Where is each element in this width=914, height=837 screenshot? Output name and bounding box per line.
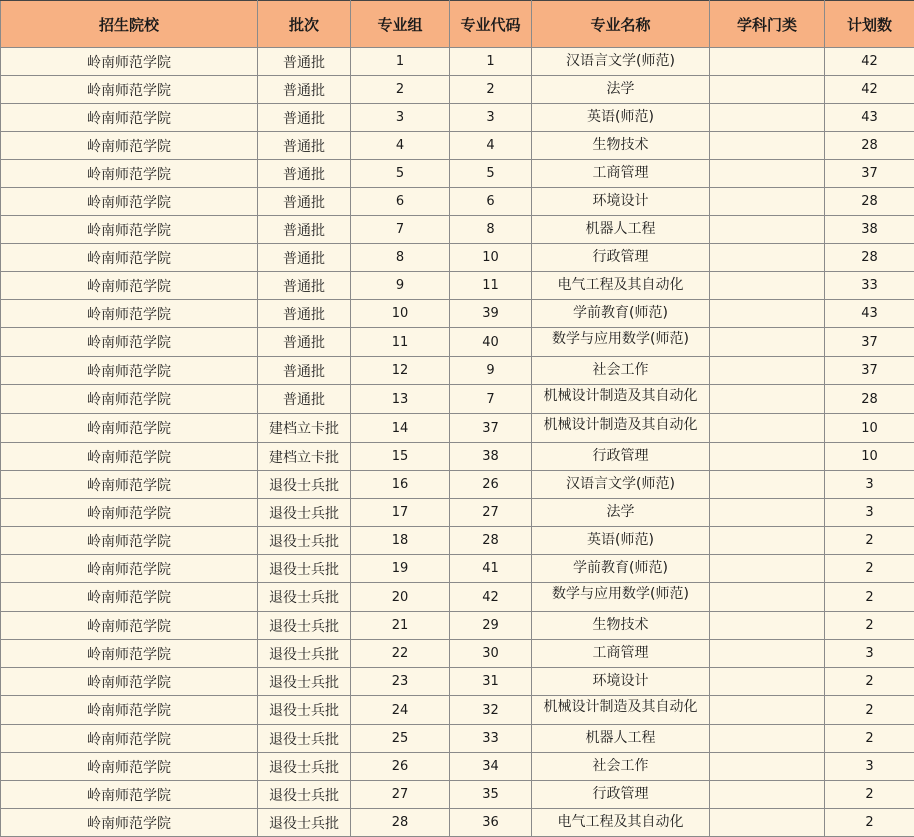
cell-major-name[interactable] (532, 76, 710, 104)
cell-major-name[interactable] (532, 414, 710, 443)
major-name-text: 机械设计制造及其自动化 (539, 696, 703, 724)
major-name-text: 环境设计 (532, 668, 709, 695)
table-row (1, 272, 914, 300)
cell-discipline[interactable] (710, 300, 825, 328)
cell-discipline[interactable] (710, 48, 825, 76)
cell-batch[interactable]: 退役士兵批 (258, 583, 351, 612)
cell-major-code[interactable]: 7 (450, 385, 532, 414)
column-header-major-group[interactable]: 专业组 (351, 1, 450, 48)
cell-batch[interactable]: 退役士兵批 (258, 753, 351, 781)
table-row (1, 809, 914, 837)
major-name-text: 机器人工程 (532, 725, 709, 752)
cell-batch[interactable]: 普通批 (258, 104, 351, 132)
cell-major-name[interactable] (532, 499, 710, 527)
cell-major-group[interactable]: 15 (351, 443, 450, 471)
cell-major-code[interactable]: 2 (450, 76, 532, 104)
cell-major-group[interactable]: 24 (351, 696, 450, 725)
cell-batch[interactable]: 退役士兵批 (258, 555, 351, 583)
cell-major-group[interactable]: 25 (351, 725, 450, 753)
cell-plan-count[interactable]: 42 (825, 76, 914, 104)
cell-major-code[interactable]: 30 (450, 640, 532, 668)
cell-batch[interactable]: 普通批 (258, 132, 351, 160)
table-row (1, 668, 914, 696)
cell-school[interactable]: 岭南师范学院 (1, 188, 258, 216)
cell-major-name[interactable] (532, 160, 710, 188)
cell-plan-count[interactable]: 2 (825, 725, 914, 753)
cell-plan-count[interactable]: 2 (825, 612, 914, 640)
table-row (1, 357, 914, 385)
cell-major-group[interactable]: 4 (351, 132, 450, 160)
cell-plan-count[interactable]: 43 (825, 104, 914, 132)
column-header-school[interactable]: 招生院校 (1, 1, 258, 48)
cell-school[interactable]: 岭南师范学院 (1, 216, 258, 244)
table-row (1, 160, 914, 188)
table-row (1, 48, 914, 76)
cell-school[interactable]: 岭南师范学院 (1, 753, 258, 781)
table-row (1, 725, 914, 753)
major-name-text: 汉语言文学(师范) (532, 471, 709, 498)
cell-major-group[interactable]: 5 (351, 160, 450, 188)
cell-major-group[interactable]: 14 (351, 414, 450, 443)
table-row (1, 612, 914, 640)
cell-plan-count[interactable]: 2 (825, 527, 914, 555)
cell-major-group[interactable]: 23 (351, 668, 450, 696)
cell-plan-count[interactable]: 28 (825, 188, 914, 216)
cell-school[interactable]: 岭南师范学院 (1, 132, 258, 160)
cell-plan-count[interactable]: 3 (825, 640, 914, 668)
column-header-major-code[interactable]: 专业代码 (450, 1, 532, 48)
cell-discipline[interactable] (710, 499, 825, 527)
cell-major-code[interactable]: 3 (450, 104, 532, 132)
cell-batch[interactable]: 普通批 (258, 244, 351, 272)
cell-major-group[interactable]: 27 (351, 781, 450, 809)
cell-school[interactable]: 岭南师范学院 (1, 781, 258, 809)
cell-batch[interactable]: 普通批 (258, 160, 351, 188)
cell-major-name[interactable] (532, 583, 710, 612)
cell-major-group[interactable]: 22 (351, 640, 450, 668)
cell-school[interactable]: 岭南师范学院 (1, 668, 258, 696)
cell-major-code[interactable]: 9 (450, 357, 532, 385)
cell-major-code[interactable]: 36 (450, 809, 532, 837)
cell-major-code[interactable]: 27 (450, 499, 532, 527)
cell-batch[interactable]: 普通批 (258, 272, 351, 300)
table-row (1, 555, 914, 583)
cell-discipline[interactable] (710, 753, 825, 781)
cell-discipline[interactable] (710, 216, 825, 244)
cell-major-group[interactable]: 7 (351, 216, 450, 244)
cell-batch[interactable]: 普通批 (258, 188, 351, 216)
table-row (1, 216, 914, 244)
cell-major-group[interactable]: 19 (351, 555, 450, 583)
major-name-text: 工商管理 (532, 640, 709, 667)
cell-school[interactable]: 岭南师范学院 (1, 160, 258, 188)
cell-school[interactable]: 岭南师范学院 (1, 48, 258, 76)
cell-discipline[interactable] (710, 696, 825, 725)
cell-plan-count[interactable]: 37 (825, 160, 914, 188)
table-row (1, 300, 914, 328)
cell-major-name[interactable] (532, 753, 710, 781)
cell-batch[interactable]: 退役士兵批 (258, 640, 351, 668)
cell-school[interactable]: 岭南师范学院 (1, 612, 258, 640)
cell-major-code[interactable]: 1 (450, 48, 532, 76)
major-name-text: 汉语言文学(师范) (532, 48, 709, 75)
cell-discipline[interactable] (710, 471, 825, 499)
cell-discipline[interactable] (710, 76, 825, 104)
cell-discipline[interactable] (710, 640, 825, 668)
column-header-plan-count[interactable]: 计划数 (825, 1, 914, 48)
cell-major-code[interactable]: 10 (450, 244, 532, 272)
table-row (1, 414, 914, 443)
cell-major-code[interactable]: 35 (450, 781, 532, 809)
cell-major-group[interactable]: 8 (351, 244, 450, 272)
cell-batch[interactable]: 退役士兵批 (258, 809, 351, 837)
major-name-text: 社会工作 (532, 753, 709, 780)
table-row (1, 781, 914, 809)
cell-discipline[interactable] (710, 357, 825, 385)
cell-plan-count[interactable]: 2 (825, 583, 914, 612)
table-row (1, 244, 914, 272)
cell-major-code[interactable]: 26 (450, 471, 532, 499)
cell-major-code[interactable]: 42 (450, 583, 532, 612)
cell-plan-count[interactable]: 43 (825, 300, 914, 328)
table-body (1, 48, 914, 837)
cell-major-code[interactable]: 37 (450, 414, 532, 443)
cell-major-group[interactable]: 6 (351, 188, 450, 216)
cell-major-group[interactable]: 11 (351, 328, 450, 357)
major-name-text: 英语(师范) (532, 104, 709, 131)
cell-major-group[interactable]: 20 (351, 583, 450, 612)
cell-plan-count[interactable]: 2 (825, 555, 914, 583)
cell-discipline[interactable] (710, 414, 825, 443)
cell-discipline[interactable] (710, 385, 825, 414)
cell-plan-count[interactable]: 28 (825, 132, 914, 160)
cell-discipline[interactable] (710, 104, 825, 132)
table-row (1, 527, 914, 555)
table-row (1, 696, 914, 725)
cell-major-name[interactable] (532, 612, 710, 640)
cell-batch[interactable]: 普通批 (258, 300, 351, 328)
cell-major-name[interactable] (532, 443, 710, 471)
major-name-text: 数学与应用数学(师范) (539, 328, 703, 356)
cell-major-code[interactable]: 5 (450, 160, 532, 188)
cell-school[interactable]: 岭南师范学院 (1, 443, 258, 471)
cell-discipline[interactable] (710, 527, 825, 555)
cell-major-group[interactable]: 10 (351, 300, 450, 328)
cell-batch[interactable]: 退役士兵批 (258, 668, 351, 696)
major-name-text: 法学 (532, 499, 709, 526)
major-name-text: 行政管理 (532, 443, 709, 470)
cell-major-group[interactable]: 12 (351, 357, 450, 385)
cell-discipline[interactable] (710, 781, 825, 809)
cell-discipline[interactable] (710, 668, 825, 696)
cell-major-group[interactable]: 9 (351, 272, 450, 300)
cell-batch[interactable]: 退役士兵批 (258, 471, 351, 499)
major-name-text: 社会工作 (532, 357, 709, 384)
cell-school[interactable]: 岭南师范学院 (1, 583, 258, 612)
cell-school[interactable]: 岭南师范学院 (1, 385, 258, 414)
cell-major-name[interactable] (532, 527, 710, 555)
cell-major-name[interactable] (532, 357, 710, 385)
cell-plan-count[interactable]: 10 (825, 414, 914, 443)
cell-discipline[interactable] (710, 132, 825, 160)
cell-plan-count[interactable]: 2 (825, 809, 914, 837)
cell-major-name[interactable] (532, 132, 710, 160)
cell-major-group[interactable]: 2 (351, 76, 450, 104)
table-row (1, 753, 914, 781)
cell-major-group[interactable]: 18 (351, 527, 450, 555)
cell-discipline[interactable] (710, 328, 825, 357)
table-row (1, 499, 914, 527)
cell-major-name[interactable] (532, 555, 710, 583)
cell-school[interactable]: 岭南师范学院 (1, 104, 258, 132)
table-row (1, 132, 914, 160)
cell-plan-count[interactable]: 10 (825, 443, 914, 471)
cell-major-code[interactable]: 34 (450, 753, 532, 781)
cell-discipline[interactable] (710, 272, 825, 300)
cell-school[interactable]: 岭南师范学院 (1, 300, 258, 328)
cell-batch[interactable]: 退役士兵批 (258, 781, 351, 809)
cell-discipline[interactable] (710, 188, 825, 216)
cell-batch[interactable]: 退役士兵批 (258, 725, 351, 753)
cell-major-code[interactable]: 39 (450, 300, 532, 328)
cell-major-name[interactable] (532, 696, 710, 725)
cell-major-name[interactable] (532, 725, 710, 753)
cell-major-name[interactable] (532, 244, 710, 272)
cell-major-code[interactable]: 11 (450, 272, 532, 300)
cell-discipline[interactable] (710, 809, 825, 837)
cell-major-code[interactable]: 6 (450, 188, 532, 216)
table-row (1, 104, 914, 132)
cell-discipline[interactable] (710, 244, 825, 272)
cell-plan-count[interactable]: 33 (825, 272, 914, 300)
cell-plan-count[interactable]: 37 (825, 328, 914, 357)
cell-school[interactable]: 岭南师范学院 (1, 414, 258, 443)
cell-plan-count[interactable]: 28 (825, 244, 914, 272)
cell-major-name[interactable] (532, 471, 710, 499)
cell-major-name[interactable] (532, 216, 710, 244)
cell-major-group[interactable]: 1 (351, 48, 450, 76)
cell-school[interactable]: 岭南师范学院 (1, 76, 258, 104)
cell-plan-count[interactable]: 3 (825, 499, 914, 527)
cell-major-name[interactable] (532, 300, 710, 328)
major-name-text: 生物技术 (532, 132, 709, 159)
table-row (1, 443, 914, 471)
cell-major-group[interactable]: 13 (351, 385, 450, 414)
cell-major-group[interactable]: 21 (351, 612, 450, 640)
column-header-major-name[interactable]: 专业名称 (532, 1, 710, 48)
cell-major-group[interactable]: 28 (351, 809, 450, 837)
cell-plan-count[interactable]: 2 (825, 696, 914, 725)
cell-batch[interactable]: 建档立卡批 (258, 414, 351, 443)
cell-major-code[interactable]: 8 (450, 216, 532, 244)
major-name-text: 生物技术 (532, 612, 709, 639)
cell-major-name[interactable] (532, 640, 710, 668)
cell-school[interactable]: 岭南师范学院 (1, 809, 258, 837)
cell-plan-count[interactable]: 2 (825, 781, 914, 809)
cell-discipline[interactable] (710, 612, 825, 640)
cell-batch[interactable]: 退役士兵批 (258, 527, 351, 555)
cell-batch[interactable]: 退役士兵批 (258, 499, 351, 527)
column-header-batch[interactable]: 批次 (258, 1, 351, 48)
cell-major-code[interactable]: 31 (450, 668, 532, 696)
cell-batch[interactable]: 建档立卡批 (258, 443, 351, 471)
table-row (1, 640, 914, 668)
cell-major-name[interactable] (532, 188, 710, 216)
cell-batch[interactable]: 退役士兵批 (258, 696, 351, 725)
cell-plan-count[interactable]: 3 (825, 471, 914, 499)
cell-school[interactable]: 岭南师范学院 (1, 527, 258, 555)
cell-discipline[interactable] (710, 725, 825, 753)
cell-major-code[interactable]: 41 (450, 555, 532, 583)
major-name-text: 环境设计 (532, 188, 709, 215)
cell-major-code[interactable]: 33 (450, 725, 532, 753)
header-row (1, 1, 914, 48)
table-row (1, 471, 914, 499)
major-name-text: 机械设计制造及其自动化 (539, 385, 703, 413)
cell-major-code[interactable]: 38 (450, 443, 532, 471)
cell-major-code[interactable]: 40 (450, 328, 532, 357)
cell-school[interactable]: 岭南师范学院 (1, 357, 258, 385)
cell-plan-count[interactable]: 37 (825, 357, 914, 385)
cell-major-group[interactable]: 26 (351, 753, 450, 781)
cell-major-name[interactable] (532, 272, 710, 300)
cell-plan-count[interactable]: 3 (825, 753, 914, 781)
major-name-text: 英语(师范) (532, 527, 709, 554)
major-name-text: 电气工程及其自动化 (532, 809, 709, 836)
table-row (1, 328, 914, 357)
cell-major-name[interactable] (532, 328, 710, 357)
cell-discipline[interactable] (710, 160, 825, 188)
cell-school[interactable]: 岭南师范学院 (1, 272, 258, 300)
cell-school[interactable]: 岭南师范学院 (1, 640, 258, 668)
cell-discipline[interactable] (710, 583, 825, 612)
cell-school[interactable]: 岭南师范学院 (1, 244, 258, 272)
cell-major-group[interactable]: 17 (351, 499, 450, 527)
cell-school[interactable]: 岭南师范学院 (1, 328, 258, 357)
cell-batch[interactable]: 普通批 (258, 328, 351, 357)
cell-batch[interactable]: 退役士兵批 (258, 612, 351, 640)
cell-plan-count[interactable]: 38 (825, 216, 914, 244)
cell-plan-count[interactable]: 42 (825, 48, 914, 76)
cell-major-name[interactable] (532, 668, 710, 696)
cell-batch[interactable]: 普通批 (258, 48, 351, 76)
cell-major-name[interactable] (532, 104, 710, 132)
major-name-text: 学前教育(师范) (532, 555, 709, 582)
major-name-text: 机械设计制造及其自动化 (539, 414, 703, 442)
cell-batch[interactable]: 普通批 (258, 357, 351, 385)
cell-major-name[interactable] (532, 385, 710, 414)
table-row (1, 583, 914, 612)
major-name-text: 行政管理 (532, 244, 709, 271)
cell-major-code[interactable]: 29 (450, 612, 532, 640)
major-name-text: 行政管理 (532, 781, 709, 808)
cell-school[interactable]: 岭南师范学院 (1, 696, 258, 725)
major-name-text: 工商管理 (532, 160, 709, 187)
major-name-text: 数学与应用数学(师范) (539, 583, 703, 611)
cell-major-group[interactable]: 3 (351, 104, 450, 132)
cell-major-code[interactable]: 4 (450, 132, 532, 160)
cell-school[interactable]: 岭南师范学院 (1, 499, 258, 527)
cell-plan-count[interactable]: 28 (825, 385, 914, 414)
cell-batch[interactable]: 普通批 (258, 76, 351, 104)
table-row (1, 385, 914, 414)
cell-discipline[interactable] (710, 555, 825, 583)
major-name-text: 机器人工程 (532, 216, 709, 243)
cell-school[interactable]: 岭南师范学院 (1, 555, 258, 583)
cell-plan-count[interactable]: 2 (825, 668, 914, 696)
table-row (1, 76, 914, 104)
column-header-discipline[interactable]: 学科门类 (710, 1, 825, 48)
cell-major-code[interactable]: 28 (450, 527, 532, 555)
table-row (1, 188, 914, 216)
major-name-text: 电气工程及其自动化 (532, 272, 709, 299)
cell-batch[interactable]: 普通批 (258, 385, 351, 414)
cell-major-code[interactable]: 32 (450, 696, 532, 725)
cell-major-name[interactable] (532, 809, 710, 837)
cell-batch[interactable]: 普通批 (258, 216, 351, 244)
cell-school[interactable]: 岭南师范学院 (1, 471, 258, 499)
major-name-text: 学前教育(师范) (532, 300, 709, 327)
major-name-text: 法学 (532, 76, 709, 103)
cell-discipline[interactable] (710, 443, 825, 471)
cell-major-name[interactable] (532, 48, 710, 76)
cell-school[interactable]: 岭南师范学院 (1, 725, 258, 753)
cell-major-name[interactable] (532, 781, 710, 809)
cell-major-group[interactable]: 16 (351, 471, 450, 499)
